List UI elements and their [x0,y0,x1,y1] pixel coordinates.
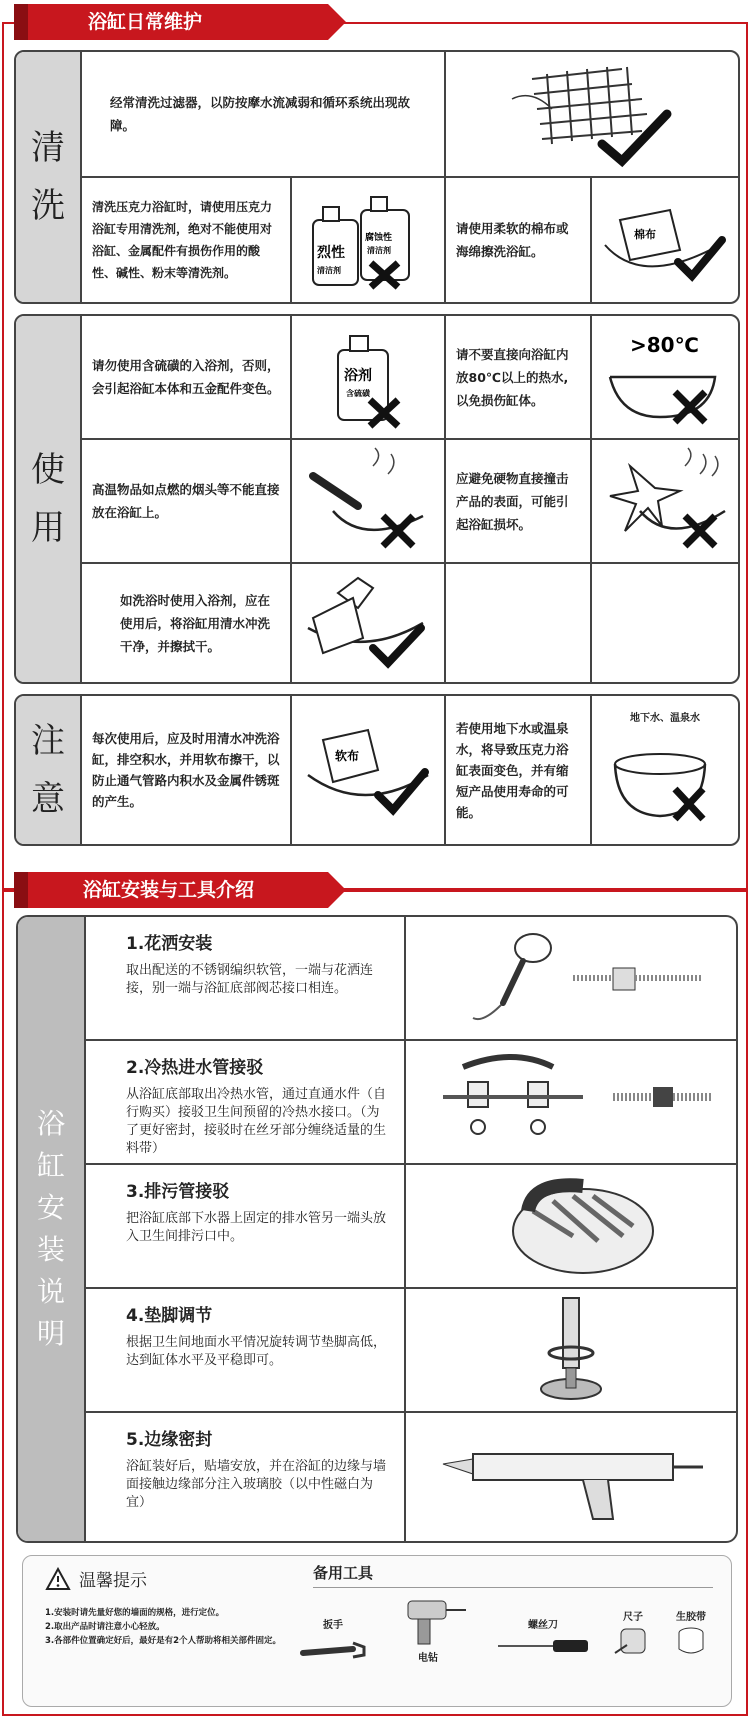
cloth-icon [600,190,730,290]
groundwater-caption: 地下水、温泉水 [630,712,700,724]
bottle2-sub: 清洁剂 [367,246,391,255]
label-char: 浴 [36,1107,65,1140]
cigarette-illustration [292,440,446,564]
label-char: 意 [31,779,65,819]
bottle2-label: 腐蚀性 [365,233,393,243]
care-section-title: 浴缸日常维护 [28,4,328,40]
cleaner-bottles-illustration [292,178,446,302]
check-icon [373,628,421,663]
clean-panel [14,50,740,304]
wrench-icon [298,1631,368,1671]
install-step-drain [86,1165,738,1289]
tub-water-icon [605,734,725,834]
clean-tip-filter [82,52,446,178]
tool-label: 螺丝刀 [528,1620,558,1631]
groundwater-illustration [592,696,738,844]
tools-title: 备用工具 [313,1562,713,1588]
caulk-gun-icon [433,1424,713,1534]
adjust-foot-icon [513,1293,633,1408]
use-label [16,316,82,682]
label-char: 明 [36,1317,65,1350]
tip-item: 2.取出产品时请注意小心轻放。 [45,1622,165,1632]
tip-text: 应避免硬物直接撞击产品的表面，可能引起浴缸损坏。 [456,470,569,532]
filter-mesh-icon [492,59,692,169]
empty-cell [446,564,592,682]
bottle-icon [303,185,433,295]
drain-check-illustration [292,696,446,844]
tip-text: 高温物品如点燃的烟头等不能直接放在浴缸上。 [92,482,280,520]
note-tip-drain [82,696,292,844]
rinse-check-illustration [292,564,446,682]
tool-drill [383,1596,473,1664]
install-step-seal [86,1413,738,1543]
bottle1-label: 烈性 [317,245,345,261]
cross-icon [685,516,715,546]
tool-tape [661,1608,721,1662]
clean-label [16,52,82,302]
tip-text: 如洗浴时使用入浴剂，应在使用后，将浴缸用清水冲洗干净，并擦拭干。 [120,592,271,654]
cloth-label: 棉布 [634,228,656,241]
pipe-valve-icon [423,1047,723,1157]
tips-title: 温馨提示 [79,1571,147,1591]
label-char: 安 [36,1191,65,1224]
shower-head-icon [423,923,723,1033]
tips-list [45,1606,295,1648]
tips-box [22,1555,732,1707]
label-char: 清 [31,128,65,168]
bottle-label: 浴剂 [344,368,372,384]
cigarette-icon [303,446,433,556]
impact-illustration [592,440,738,564]
step-text [86,1165,406,1287]
tip-text: 经常清洗过滤器，以防按摩水流减弱和循环系统出现故障。 [110,95,411,133]
label-char: 说 [36,1275,65,1308]
tool-label: 扳手 [323,1620,343,1631]
drain-illustration [408,1165,738,1287]
label-char: 注 [31,721,65,761]
bottle-sub: 含硫磺 [346,389,370,398]
check-icon [678,240,722,276]
step-title: 5.边缘密封 [126,1430,213,1450]
install-step-feet [86,1289,738,1413]
tool-label: 生胶带 [676,1612,706,1623]
tip-item: 1.安装时请先量好您的墙面的规格，进行定位。 [45,1608,225,1618]
note-label [16,696,82,844]
label-char: 装 [36,1233,65,1266]
banner-shadow [14,872,28,908]
cross-icon [383,516,413,546]
foot-adjust-illustration [408,1289,738,1411]
tool-wrench [293,1616,373,1674]
bottle1-sub: 清洁剂 [317,266,341,275]
step-text [86,1413,406,1543]
tips-heading [45,1566,147,1591]
shower-illustration [408,917,738,1039]
step-title: 3.排污管接驳 [126,1182,230,1202]
sulfur-bottle-illustration [292,316,446,440]
use-tip-rinse [82,564,292,682]
warning-icon [45,1567,71,1591]
empty-cell [592,564,738,682]
drain-pipe-icon [473,1171,673,1281]
cross-icon [675,789,703,819]
install-panel [16,915,738,1543]
tool-label: 电钻 [418,1653,438,1664]
cloth-label: 软布 [335,749,360,763]
step-desc: 从浴缸底部取出冷热水管，通过直通水件（自行购买）接驳卫生间预留的冷热水接口。（为了更好密封，接驳时在丝牙部分缠绕适量的生料带） [126,1087,387,1156]
hot-water-illustration [592,316,738,440]
install-step-shower [86,917,738,1041]
bottle-icon [318,322,418,432]
tip-text: 若使用地下水或温泉水，将导致压克力浴缸表面变色，并有缩短产品使用寿命的可能。 [456,720,569,820]
temp-label: >80℃ [630,333,699,357]
tip-text: 请勿使用含硫磺的入浴剂，否则，会引起浴缸本体和五金配件变色。 [92,358,280,396]
screwdriver-icon [493,1631,593,1661]
step-desc: 把浴缸底部下水器上固定的排水管另一端头放入卫生间排污口中。 [126,1211,387,1244]
step-desc: 取出配送的不锈钢编织软管，一端与花洒连接，别一端与浴缸底部阀芯接口相连。 [126,963,374,996]
use-tip-impact [446,440,592,564]
check-icon [378,772,425,810]
step-desc: 根据卫生间地面水平情况旋转调节垫脚高低，达到缸体水平及平稳即可。 [126,1335,387,1368]
clean-tip-cloth [446,178,592,302]
caulk-gun-illustration [408,1413,738,1543]
drill-icon [388,1596,468,1646]
install-step-pipes [86,1041,738,1165]
step-title: 2.冷热进水管接驳 [126,1058,264,1078]
use-panel [14,314,740,684]
step-title: 1.花洒安装 [126,934,213,954]
tool-screwdriver [488,1616,598,1664]
label-char: 使 [31,450,65,490]
tub-hot-icon [600,322,730,432]
label-char: 洗 [31,186,65,226]
step-text [86,1289,406,1411]
impact-star-icon [600,446,730,556]
step-text [86,1041,406,1163]
soft-cloth-icon [303,710,433,830]
tool-ruler [608,1608,658,1662]
step-title: 4.垫脚调节 [126,1306,213,1326]
note-panel [14,694,740,846]
tool-label: 尺子 [623,1612,643,1623]
note-tip-groundwater [446,696,592,844]
install-label [18,917,86,1541]
tape-measure-icon [613,1623,653,1659]
tip-text: 请使用柔软的棉布或海绵擦洗浴缸。 [456,221,569,259]
pipe-connect-illustration [408,1041,738,1163]
use-tip-cigarette [82,440,292,564]
use-tip-sulfur [82,316,292,440]
label-char: 用 [31,508,65,548]
rinse-icon [303,568,433,678]
filter-check-illustration [446,52,738,178]
install-section-title: 浴缸安装与工具介绍 [28,872,328,908]
tip-text: 请不要直接向浴缸内放80℃以上的热水,以免损伤缸体。 [456,346,569,408]
step-desc: 浴缸装好后，贴墙安放，并在浴缸的边缘与墙面接触边缘部分注入玻璃胶（以中性磁白为宜） [126,1459,387,1510]
tip-item: 3.各部件位置确定好后，最好是有2个人帮助将相关部件固定。 [45,1636,282,1646]
step-text [86,917,406,1039]
banner-shadow [14,4,28,40]
use-tip-hot-water [446,316,592,440]
tip-text: 清洗压克力浴缸时，请使用压克力浴缸专用清洗剂，绝对不能使用对浴缸、金属配件有损伤作用的酸性、碱性、粉末等清洗剂。 [92,200,273,280]
cloth-check-illustration [592,178,738,302]
tip-text: 每次使用后，应及时用清水冲洗浴缸，排空积水，并用软布擦干，以防止通气管路内积水及金属件锈斑的产生。 [92,731,280,809]
ptfe-tape-icon [671,1623,711,1659]
label-char: 缸 [36,1149,65,1182]
clean-tip-cleaner [82,178,292,302]
